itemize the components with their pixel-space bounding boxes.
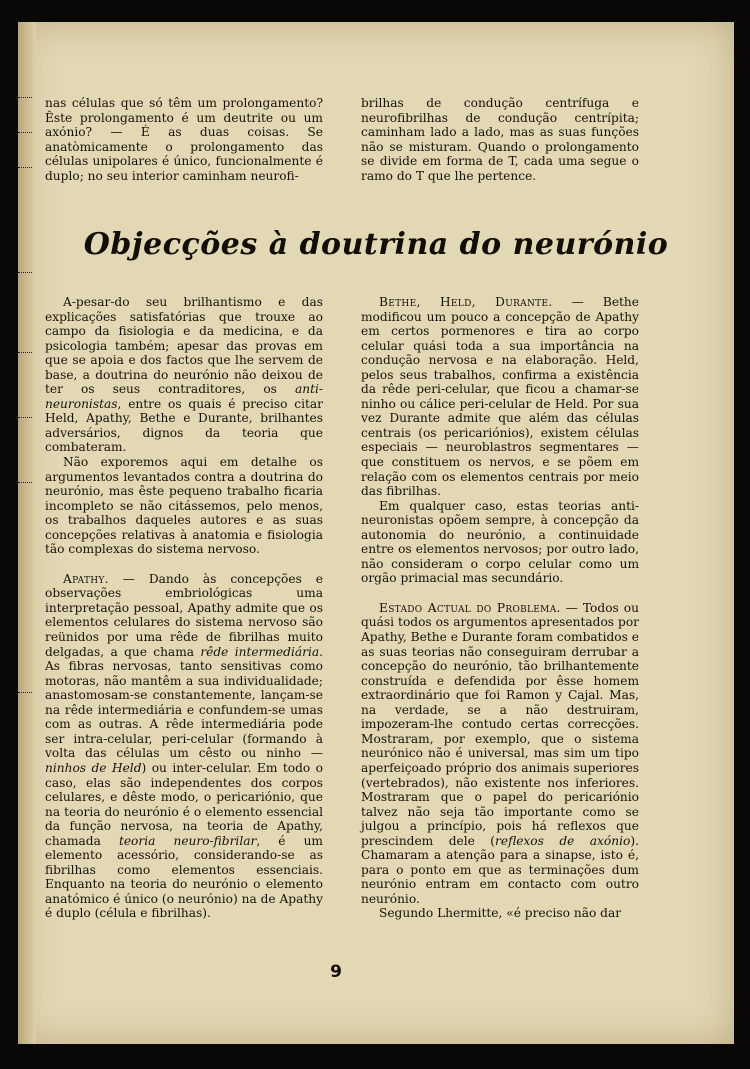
text: — Bethe modificou um pouco a concepção de Apathy em certos pormenores e tira ao corpo celular quási toda a sua importância na condução nervosa e na elaboração. Held, pelos seus trabalhos, confirma a existência da rêde peri-celular, que ficou a chamar-se ninho ou cálice peri-celular de Held. Por sua vez Durante admite que além das células centrais (os pericariónios), existem células especiais — neuroblastros segmentares — que constituem os nervos, e se põem em relação com os elementos centrais por meio das fibrilhas. — [361, 295, 639, 499]
italic-term: teoria neuro-fibrilar — [118, 833, 257, 848]
page-binding-edge — [18, 22, 36, 1044]
paragraph: Em qualquer caso, estas teorias anti-neuronistas opõem sempre, à concepção da autonomia do neurónio, a continuidade entre os elementos nervosos; por outro lado, não consideram o corpo celular como um orgão primacial mas secundário. — [361, 498, 639, 586]
margin-mark — [18, 692, 32, 694]
paragraph-heading: Estado Actual do Problema. — [379, 600, 561, 615]
paragraph — [45, 572, 323, 921]
paragraph — [361, 295, 639, 499]
italic-term: reflexos de axónio — [495, 833, 631, 848]
section-title: Objecções à doutrina do neurónio — [83, 227, 669, 262]
text: A-pesar-do seu brilhantismo e das explicações satisfatórias que trouxe ao campo da fisiologia e da medicina, e da psicologia também; apesar das provas em que se apoia e dos factos que lhe servem de base, a doutrina do neurónio não deixou de ter os seus contraditores, os — [45, 295, 323, 397]
margin-mark — [18, 417, 32, 419]
paragraph-heading: Bethe, Held, Durante. — [379, 295, 553, 309]
italic-term: ninhos de Held — [45, 760, 142, 775]
text: — Dando às concepções e observações embriológicas uma interpretação pessoal, Apathy admite que os elementos celulares do sistema nervoso são reünidos por uma rêde de fibrilhas muito delgadas, a que chama — [45, 571, 323, 659]
margin-mark — [18, 482, 32, 484]
italic-term: anti-neuronistas — [45, 382, 324, 411]
italic-term: rêde intermediária — [200, 644, 320, 659]
margin-mark — [18, 272, 32, 274]
paragraph — [45, 295, 323, 455]
text: — Todos ou quási todos os argumentos apresentados por Apathy, Bethe e Durante foram combatidos e as suas teorias não conseguiram derrubar a concepção do neurónio, tão brilhantemente construída e defendida por êsse homem extraordinário que foi Ramon y Cajal. Mas, na verdade, se a não destruiram, impozeram-lhe contudo certas correcções. Mostraram, por exemplo, que o sistema neurónico não é universal, mas sim um tipo aperfeiçoado próprio dos animais superiores (vertebrados), não existente nos inferiores. Mostraram que o papel do pericariónio talvez não seja tão importante como se julgou a princípio, pois há reflexos que prescindem dele ( — [361, 600, 639, 848]
paragraph: Não exporemos aqui em detalhe os argumentos levantados contra a doutrina do neurónio, mas êste pequeno trabalho ficaria incompleto se não citássemos, pelo menos, os trabalhos daqueles autores e as suas concepções relativas à anatomia e fisiologia tão complexas do sistema nervoso. — [45, 455, 323, 557]
paragraph: nas células que só têm um prolongamento? Êste prolongamento é um deutrite ou um axónio? — É as duas coisas. Se anatòmicamente o prolongamento das células unipolares é único, funcionalmente é duplo; no seu interior caminham neurofi- — [45, 96, 323, 183]
margin-mark — [18, 132, 32, 134]
text: ). Chamaram a atenção para a sinapse, isto é, para o ponto em que as terminações dum neurónio entram em contacto com outro neurónio. — [361, 833, 639, 906]
margin-mark — [18, 167, 32, 169]
paragraph — [361, 601, 639, 906]
paragraph-heading: Apathy. — [63, 571, 109, 586]
margin-mark — [18, 97, 32, 99]
top-left-column — [45, 96, 323, 183]
page-number: 9 — [330, 962, 342, 982]
text: . As fibras nervosas, tanto sensitivas como motoras, não mantêm a sua individualidade; anastomosam-se constantemente, lançam-se na rêde intermediária e confundem-se umas com as outras. A rêde intermediária pode ser intra-celular, peri-celular (formando à volta das células um cêsto ou ninho — — [45, 644, 323, 761]
text: , entre os quais é preciso citar Held, Apathy, Bethe e Durante, brilhantes adversários, dignos da teoria que combateram. — [45, 396, 323, 455]
margin-mark — [18, 352, 32, 354]
book-page — [18, 22, 734, 1044]
left-column — [45, 295, 323, 921]
paragraph: brilhas de condução centrífuga e neurofibrilhas de condução centrípita; caminham lado a lado, mas as suas funções não se misturam. Quando o prolongamento se divide em forma de T, cada uma segue o ramo do T que lhe pertence. — [361, 96, 639, 183]
top-right-column — [361, 96, 639, 183]
text: , é um elemento acessório, considerando-se as fibrilhas como elementos essenciais. Enquanto na teoria do neurónio o elemento anatómico é único (o neurónio) na de Apathy é duplo (célula e fibrilhas). — [45, 833, 323, 921]
paragraph: Segundo Lhermitte, «é preciso não dar — [379, 906, 622, 921]
right-column — [361, 295, 639, 921]
text: ) ou inter-celular. Em todo o caso, elas são independentes dos corpos celulares, e dêste modo, o pericariónio, que na teoria do neurónio é o elemento essencial da função nervosa, na teoria de Apathy, chamada — [45, 760, 324, 848]
